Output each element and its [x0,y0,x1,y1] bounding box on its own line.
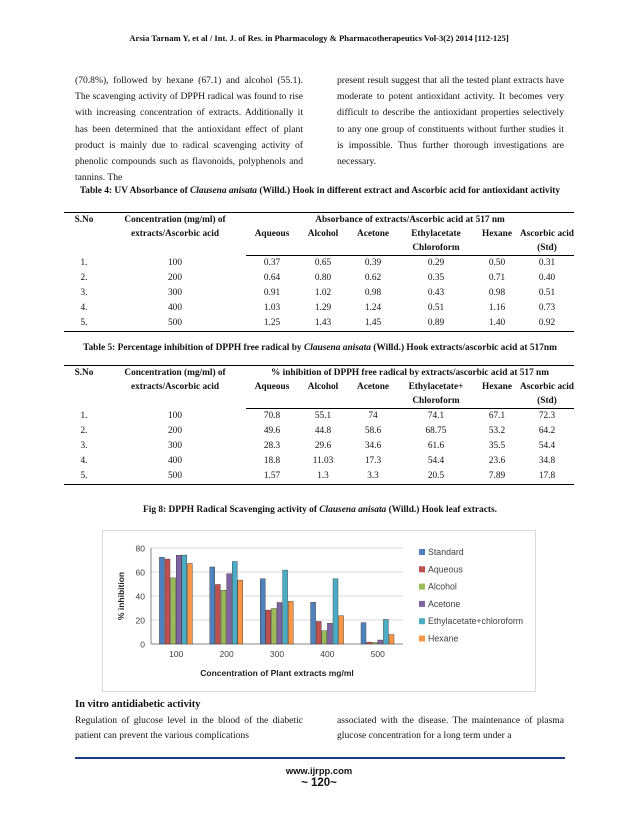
y-tick-label: 0 [140,639,145,650]
table-cell: 1.02 [314,288,332,298]
table-row [64,469,574,485]
table-cell: 70.8 [263,411,281,421]
chart-bar [215,584,220,644]
table5-col-header: Ethylacetate+ Chloroform [398,380,474,409]
table-cell: 0.40 [538,273,556,283]
table5-caption-pre: Table 5: Percentage inhibition of DPPH free radical by [83,343,304,353]
paragraph-top-right: present result suggest that all the tested plant extracts have moderate to potent antioxidant activity. It becomes very difficult to describe the antioxidant properties selectively to any one group of constituents without further studies it is impossible. Thus further thorough investigations are necessary. [337,75,564,168]
table-cell: 300 [168,441,182,451]
table5-caption-post: (Willd.) Hook extracts/ascorbic acid at 517nm [370,343,557,353]
table-cell: 5. [64,316,104,332]
table-cell: 34.6 [364,441,382,451]
table-cell: 500 [104,316,246,332]
chart-frame [102,530,536,692]
y-tick-label: 60 [135,567,145,578]
y-tick-label: 40 [135,591,145,602]
table-cell: 49.6 [263,426,281,436]
chart-bar [182,555,187,644]
table-row [64,256,574,272]
table-cell: 0.37 [263,258,281,268]
table-cell: 0.51 [427,303,445,313]
chart-bar [266,610,271,644]
table-cell: 4. [80,456,88,466]
table4-caption-pre: Table 4: UV Absorbance of [79,186,191,196]
table-cell: 0.35 [427,273,445,283]
legend-label: Hexane [428,633,459,644]
chart-bar [171,578,176,644]
legend-swatch [419,601,425,607]
table-cell: 0.51 [538,288,556,298]
x-tick-label: 400 [320,649,335,659]
table-row [64,286,574,301]
table5-caption-species: Clausena anisata [303,343,371,353]
footer-rule [75,757,565,759]
chart-bar [260,579,265,644]
table-cell: 1.24 [364,303,382,313]
chart-bar [339,616,344,644]
table-cell: 54.4 [538,441,556,451]
chart-bar [311,602,316,644]
table5-col-header: Acetone [348,380,398,409]
table-cell: 1.40 [474,316,520,332]
figure-caption-post: (Willd.) Hook leaf extracts. [386,505,497,515]
table-cell: 67.1 [488,411,506,421]
table-cell: 2. [80,273,88,283]
chart-bar [210,567,215,644]
table-cell: 0.39 [364,258,382,268]
table-row [64,316,574,332]
x-tick-label: 200 [219,649,234,659]
chart-bar [232,562,237,645]
chart-bar [277,602,282,644]
table-cell: 1.57 [246,469,298,485]
legend-swatch [419,636,425,642]
chart-bar [322,631,327,644]
table4-col-header: Aqueous [246,227,298,256]
table-cell: 11.03 [312,456,334,466]
table-cell: 3.3 [348,469,398,485]
table4-caption [70,184,570,198]
table-cell: 500 [104,469,246,485]
table4-header-group: Absorbance of extracts/Ascorbic acid at 517 nm [246,213,574,228]
section-heading: In vitro antidiabetic activity [75,699,201,710]
table-cell: 0.98 [488,288,506,298]
table-cell: 1.03 [263,303,281,313]
table4-col-header: Acetone [348,227,398,256]
table-cell: 0.91 [263,288,281,298]
table-cell: 0.29 [427,258,445,268]
table-row [64,439,574,454]
table-cell: 200 [168,273,182,283]
table4-col-header: Alcohol [298,227,348,256]
table-cell: 23.6 [488,456,506,466]
table-cell: 100 [168,410,182,421]
table-cell: 400 [168,303,182,313]
table-cell: 0.31 [538,258,556,268]
chart-bar [378,640,383,644]
bar-chart [103,531,535,691]
footer-url[interactable]: www.ijrpp.com [285,765,353,776]
table5 [64,365,574,485]
chart-bar [227,574,232,644]
chart-bar [367,642,372,644]
table-row [64,454,574,469]
section-paragraph-right: associated with the disease. The maintenance of plasma glucose concentration for a long term under a [337,715,564,741]
table-cell: 7.89 [474,469,520,485]
figure-caption-pre: Fig 8: DPPH Radical Scavenging activity of [143,505,320,515]
table-row [64,409,574,425]
table-cell: 4. [80,303,88,313]
table5-col-header: Ascorbic acid (Std) [520,380,574,409]
section-paragraph-left: Regulation of glucose level in the blood of the diabetic patient can prevent the various complications [75,715,303,741]
table5-header-group: % inhibition of DPPH free radical by extracts/ascorbic acid at 517 nm [246,366,574,381]
table-row [64,424,574,439]
chart-bar [389,635,394,644]
table-cell: 1. [80,257,88,268]
table-cell: 17.8 [520,469,574,485]
table-cell: 53.2 [488,426,506,436]
table-cell: 1.16 [488,303,506,313]
chart-bar [316,621,321,644]
table-cell: 300 [168,288,182,298]
legend-swatch [419,618,425,624]
table-cell: 0.43 [427,288,445,298]
header-text: Arsia Tarnam Y, et al / Int. J. of Res. in Pharmacology & Pharmacotherapeutics Vol-3(2) 2014 [112-125] [129,33,509,43]
table-cell: 0.65 [314,258,332,268]
table4-body [64,256,574,332]
table-cell: 5. [64,469,104,485]
legend-label: Aqueous [428,564,463,575]
table-cell: 64.2 [538,426,556,436]
table-cell: 54.4 [427,456,445,466]
table-cell: 1. [80,410,88,421]
table-cell: 1.45 [348,316,398,332]
figure-caption-species: Clausena anisata [319,505,387,515]
table-cell: 34.8 [538,456,556,466]
chart-bar [383,619,388,644]
table4-header-sno: S.No [64,213,104,256]
chart-bar [238,580,243,644]
figure-caption [70,505,570,515]
chart-bar [333,579,338,644]
chart-bar [221,590,226,644]
y-tick-label: 20 [135,615,145,626]
table-cell: 0.50 [488,258,506,268]
table-cell: 400 [168,456,182,466]
table-cell: 0.71 [488,273,506,283]
y-axis-title: % inhibition [116,571,126,621]
table-cell: 74 [368,411,378,421]
table-cell: 0.64 [263,273,281,283]
table-cell: 20.5 [398,469,474,485]
paragraph-top-left: (70.8%), followed by hexane (67.1) and alcohol (55.1). The scavenging activity of DPPH radical was found to rise with increasing concentration of extracts. Additionally it has been determined that the antioxidant effect of plant product is mainly due to radical scavenging activity of phenolic compounds such as flavonoids, polyphenols and tannins. The [75,75,303,184]
chart-bar [187,563,192,644]
legend-label: Standard [428,547,464,557]
table5-col-header: Aqueous [246,380,298,409]
table4-header-concentration: Concentration (mg/ml) of extracts/Ascorbic acid [104,213,246,256]
table-cell: 100 [168,257,182,268]
table4 [64,212,574,332]
chart-bar [159,557,164,644]
table-cell: 0.62 [364,273,382,283]
x-tick-label: 500 [370,649,385,659]
legend-label: Acetone [428,598,461,609]
table-cell: 2. [80,426,88,436]
table-cell: 0.80 [314,273,332,283]
table-cell: 0.92 [520,316,574,332]
chart-bar [327,623,332,644]
legend-swatch [419,549,425,555]
table4-col-header: Ascorbic acid (Std) [520,227,574,256]
chart-bar [165,559,170,644]
legend-swatch [419,566,425,572]
table-row [64,301,574,316]
page-number: ~ 120~ [301,777,337,789]
chart-bar [372,642,377,644]
table-cell: 1.43 [298,316,348,332]
table5-caption [70,341,570,355]
chart-bar [176,555,181,644]
x-tick-label: 100 [169,649,184,659]
table-cell: 29.6 [314,441,332,451]
table-cell: 18.8 [263,456,281,466]
chart-bar [288,601,293,644]
table-cell: 17.3 [364,456,382,466]
table-cell: 3. [80,288,88,298]
chart-bar [361,623,366,644]
x-tick-label: 300 [269,649,285,659]
table-cell: 200 [168,426,182,436]
table-cell: 0.89 [398,316,474,332]
legend-swatch [419,584,425,590]
table-cell: 1.25 [246,316,298,332]
y-tick-label: 80 [135,543,145,554]
table5-body [64,409,574,485]
table-cell: 0.98 [364,288,382,298]
table-cell: 44.8 [314,426,332,436]
table-cell: 35.5 [488,441,506,451]
table-cell: 1.3 [298,469,348,485]
chart-bar [271,608,276,644]
table-cell: 3. [80,441,88,451]
table4-caption-species: Clausena anisata [190,186,257,196]
table5-col-header: Alcohol [298,380,348,409]
table4-caption-post: (Willd.) Hook in different extract and Ascorbic acid for antioxidant activity [257,186,561,196]
table-row [64,271,574,286]
table5-col-header: Hexane [474,380,520,409]
chart-bar [283,570,288,644]
table-cell: 74.1 [427,411,445,421]
table-cell: 1.29 [314,303,332,313]
table-cell: 68.75 [425,426,447,436]
table-cell: 28.3 [263,441,281,451]
legend-label: Ethylacetate+chloroform [428,616,524,627]
table4-col-header: Hexane [474,227,520,256]
running-header [0,33,638,43]
table5-header-concentration: Concentration (mg/ml) of extracts/Ascorbic acid [104,366,246,409]
table-cell: 72.3 [538,411,556,421]
table-cell: 55.1 [314,411,332,421]
table5-header-sno: S.No [64,366,104,409]
table4-col-header: Ethylacetate Chloroform [398,227,474,256]
x-axis-title: Concentration of Plant extracts mg/ml [200,668,354,678]
table-cell: 58.6 [364,426,382,436]
legend-label: Alcohol [428,581,457,592]
table-cell: 0.73 [538,303,556,313]
table-cell: 61.6 [427,441,445,451]
